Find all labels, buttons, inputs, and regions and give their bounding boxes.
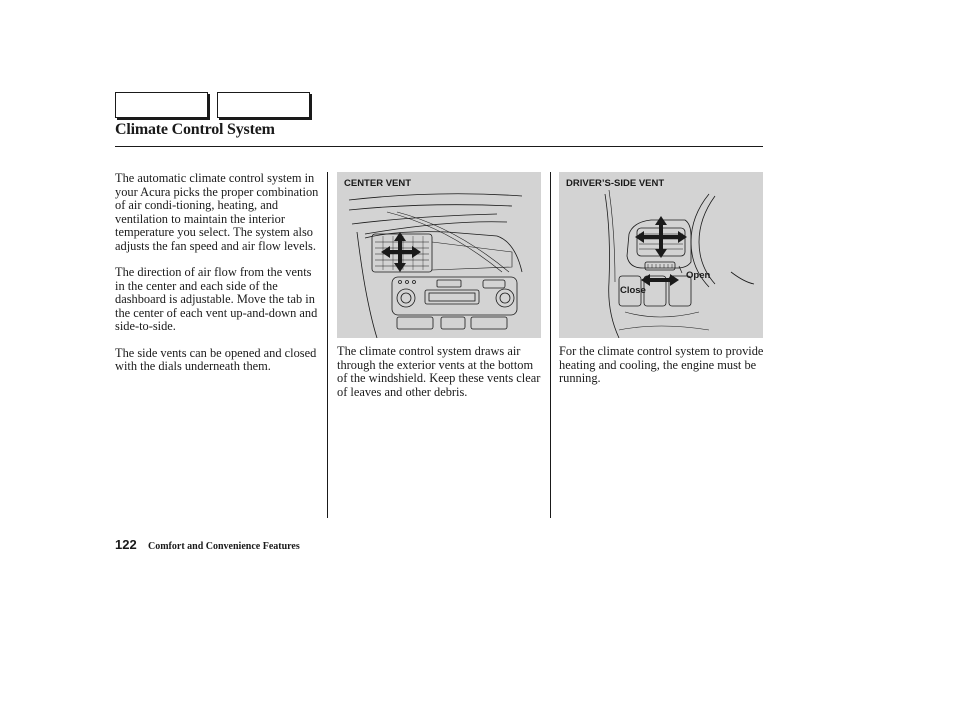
center-vent-caption-column <box>337 345 542 412</box>
column-divider-2 <box>550 172 551 518</box>
title-rule <box>115 146 763 147</box>
center-vent-figure <box>337 172 541 338</box>
column-divider-1 <box>327 172 328 518</box>
header-tab-box-2 <box>217 92 310 118</box>
page-number: 122 <box>115 537 137 552</box>
intro-paragraph-2: The direction of air flow from the vents in the center and each side of the dashboard is adjustable. Move the tab in the center of each vent up-and-down and side-to-side. <box>115 265 318 333</box>
intro-paragraph-3: The side vents can be opened and closed with the dials underneath them. <box>115 345 317 373</box>
open-callout: Open <box>686 270 711 281</box>
drivers-side-vent-caption-column <box>559 345 764 399</box>
footer-section-name: Comfort and Convenience Features <box>148 541 300 552</box>
header-tab-box-1 <box>115 92 208 118</box>
page-title: Climate Control System <box>115 121 275 138</box>
center-vent-illustration <box>337 172 541 338</box>
close-callout: Close <box>620 285 646 296</box>
center-vent-label: CENTER VENT <box>344 178 412 189</box>
drivers-side-vent-figure <box>559 172 763 338</box>
intro-paragraph-1: The automatic climate control system in your Acura picks the proper combination of air condi-tioning, heating, and ventilation to maintain the interior temperature you select. The system also adjusts the fan speed and air flow levels. <box>115 171 319 253</box>
drivers-side-vent-caption: For the climate control system to provide heating and cooling, the engine must be running. <box>559 344 764 385</box>
drivers-side-vent-illustration <box>559 172 763 338</box>
center-vent-caption: The climate control system draws air through the exterior vents at the bottom of the windshield. Keep these vents clear of leaves and other debris. <box>337 344 541 399</box>
intro-column <box>115 172 320 387</box>
drivers-side-vent-label: DRIVER’S-SIDE VENT <box>566 178 665 189</box>
